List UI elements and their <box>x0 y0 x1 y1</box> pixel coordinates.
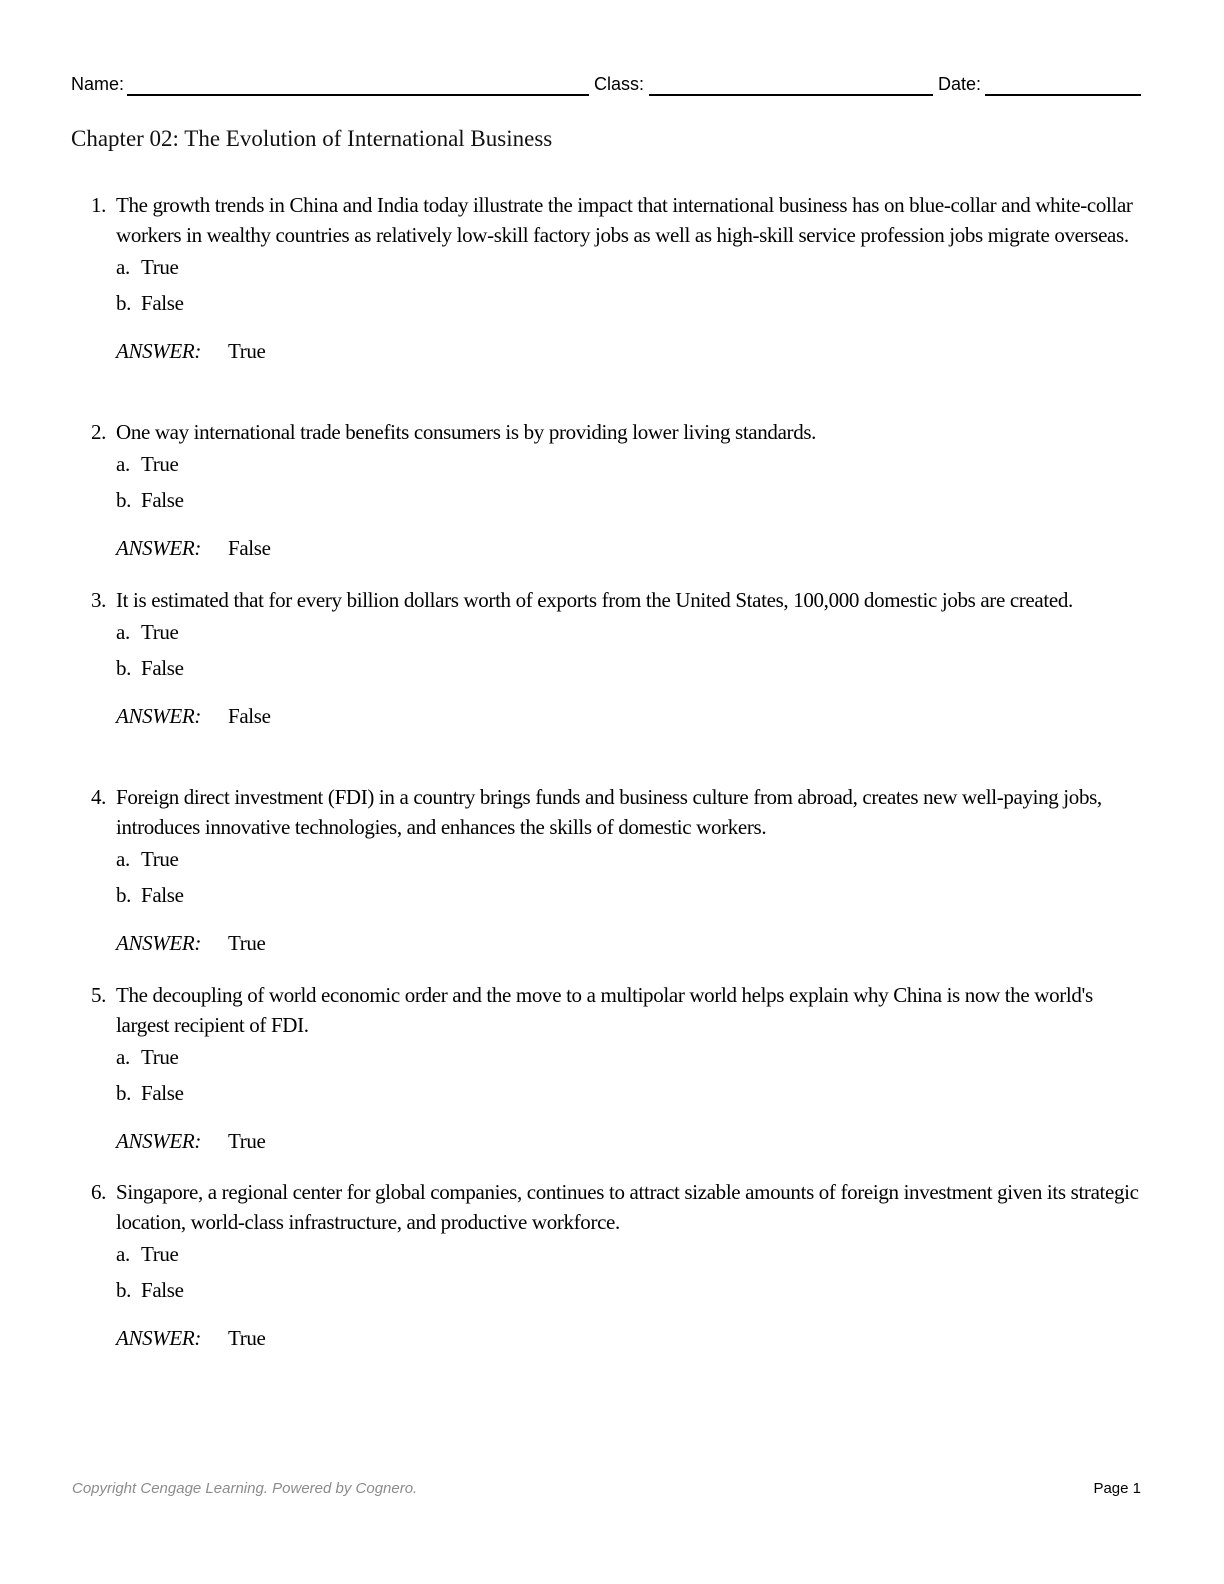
question-number: 1. <box>91 193 107 217</box>
question-6 <box>91 1177 1141 1353</box>
question-text: It is estimated that for every billion dollars worth of exports from the United States, 100,000 domestic jobs are created. <box>116 588 1073 612</box>
answer-line <box>91 1323 1141 1353</box>
option-b <box>91 1275 1141 1309</box>
answer-value: False <box>228 536 271 560</box>
answer-line <box>91 701 1141 731</box>
answer-label: ANSWER: <box>116 339 202 363</box>
option-letter: a. <box>116 452 130 476</box>
option-b <box>91 485 1141 519</box>
option-text: False <box>141 1278 184 1302</box>
copyright-footer: Copyright Cengage Learning. Powered by Cognero. <box>72 1480 418 1497</box>
option-text: False <box>141 883 184 907</box>
question-number: 2. <box>91 420 107 444</box>
question-text: The growth trends in China and India today illustrate the impact that international business has on blue-collar and white-collar workers in wealthy countries as relatively low-skill factory jobs as well as high-skill service profession jobs migrate overseas. <box>116 193 1133 247</box>
option-text: False <box>141 656 184 680</box>
question-text: One way international trade benefits consumers is by providing lower living standards. <box>116 420 817 444</box>
student-info-header <box>71 72 1141 98</box>
option-letter: a. <box>116 620 130 644</box>
option-b <box>91 880 1141 914</box>
class-blank-line <box>649 94 933 96</box>
question-2 <box>91 417 1141 563</box>
question-4 <box>91 782 1141 958</box>
answer-value: True <box>228 339 266 363</box>
answer-label: ANSWER: <box>116 1129 202 1153</box>
answer-value: True <box>228 931 266 955</box>
question-stem <box>91 782 1141 842</box>
option-text: False <box>141 1081 184 1105</box>
question-stem <box>91 585 1141 615</box>
option-b <box>91 288 1141 322</box>
option-letter: a. <box>116 847 130 871</box>
answer-value: True <box>228 1326 266 1350</box>
option-letter: b. <box>116 656 132 680</box>
option-a <box>91 1042 1141 1076</box>
answer-line <box>91 1126 1141 1156</box>
question-text: The decoupling of world economic order and the move to a multipolar world helps explain why China is now the world's largest recipient of FDI. <box>116 983 1093 1037</box>
class-label: Class: <box>594 74 645 94</box>
option-letter: b. <box>116 1081 132 1105</box>
answer-label: ANSWER: <box>116 1326 202 1350</box>
question-stem <box>91 417 1141 447</box>
option-text: False <box>141 291 184 315</box>
question-stem <box>91 1177 1141 1237</box>
question-number: 3. <box>91 588 107 612</box>
date-label: Date: <box>938 74 982 94</box>
page-number: Page 1 <box>1093 1480 1141 1497</box>
option-text: True <box>141 1045 179 1069</box>
question-stem <box>91 190 1141 250</box>
question-number: 5. <box>91 983 107 1007</box>
option-letter: a. <box>116 255 130 279</box>
option-letter: a. <box>116 1242 130 1266</box>
option-letter: b. <box>116 291 132 315</box>
option-text: True <box>141 255 179 279</box>
name-blank-line <box>127 94 589 96</box>
chapter-title: Chapter 02: The Evolution of International Business <box>71 126 553 151</box>
option-text: True <box>141 452 179 476</box>
option-text: True <box>141 847 179 871</box>
question-5 <box>91 980 1141 1156</box>
option-a <box>91 1239 1141 1273</box>
date-blank-line <box>985 94 1141 96</box>
answer-label: ANSWER: <box>116 931 202 955</box>
option-a <box>91 252 1141 286</box>
question-text: Singapore, a regional center for global companies, continues to attract sizable amounts of foreign investment given its strategic location, world-class infrastructure, and productive workforce. <box>116 1180 1139 1234</box>
question-1 <box>91 190 1141 366</box>
option-text: True <box>141 620 179 644</box>
answer-value: True <box>228 1129 266 1153</box>
option-a <box>91 844 1141 878</box>
answer-label: ANSWER: <box>116 536 202 560</box>
question-stem <box>91 980 1141 1040</box>
question-3 <box>91 585 1141 731</box>
question-number: 6. <box>91 1180 107 1204</box>
question-number: 4. <box>91 785 107 809</box>
option-letter: b. <box>116 1278 132 1302</box>
option-b <box>91 1078 1141 1112</box>
answer-value: False <box>228 704 271 728</box>
answer-line <box>91 336 1141 366</box>
answer-line <box>91 533 1141 563</box>
name-label: Name: <box>71 74 125 94</box>
option-letter: a. <box>116 1045 130 1069</box>
option-text: True <box>141 1242 179 1266</box>
option-letter: b. <box>116 488 132 512</box>
option-a <box>91 449 1141 483</box>
question-text: Foreign direct investment (FDI) in a country brings funds and business culture from abroad, creates new well-paying jobs, introduces innovative technologies, and enhances the skills of domestic workers. <box>116 785 1102 839</box>
answer-label: ANSWER: <box>116 704 202 728</box>
option-a <box>91 617 1141 651</box>
option-b <box>91 653 1141 687</box>
option-text: False <box>141 488 184 512</box>
answer-line <box>91 928 1141 958</box>
option-letter: b. <box>116 883 132 907</box>
